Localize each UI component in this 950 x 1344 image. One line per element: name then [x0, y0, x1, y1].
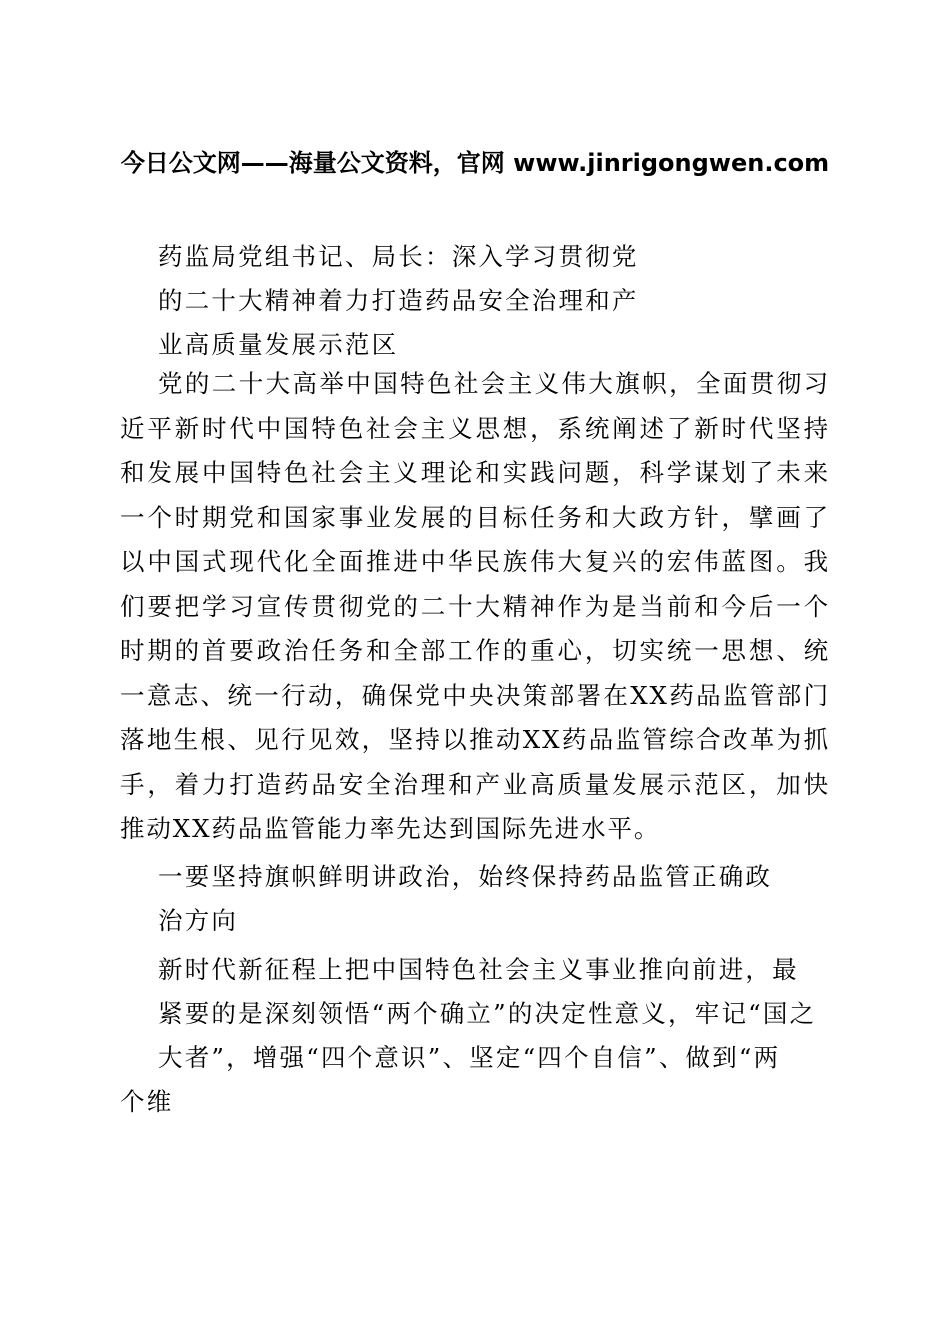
title-line-1: 药监局党组书记、局长：深入学习贯彻党 — [158, 242, 639, 271]
title-line-3: 业高质量发展示范区 — [158, 330, 399, 359]
section-heading-line-2: 治方向 — [158, 906, 239, 935]
title-line-2: 的二十大精神着力打造药品安全治理和产 — [158, 286, 639, 315]
body-paragraph-1: 党的二十大高举中国特色社会主义伟大旗帜，全面贯彻习近平新时代中国特色社会主义思想，系统阐述了新时代坚持和发展中国特色社会主义理论和实践问题，科学谋划了未来一个时期党和国家事业发展的目标任务和大政方针，擘画了以中国式现代化全面推进中华民族伟大复兴的宏伟蓝图。我们要把学习宣传贯彻党的二十大精神作为是当前和今后一个时期的首要政治任务和全部工作的重心，切实统一思想、统一意志、统一行动，确保党中央决策部署在XX药品监管部门落地生根、见行见效，坚持以推动XX药品监管综合改革为抓手，着力打造药品安全治理和产业高质量发展示范区，加快推动XX药品监管能力率先达到国际先进水平。 — [120, 369, 830, 843]
section-heading-line-1: 一要坚持旗帜鲜明讲政治，始终保持药品监管正确政 — [158, 862, 773, 891]
paragraph-2-line-1: 新时代新征程上把中国特色社会主义事业推向前进，最 — [158, 955, 799, 984]
site-header: 今日公文网——海量公文资料，官网 www.jinrigongwen.com — [120, 149, 830, 177]
paragraph-2-line-2: 紧要的是深刻领悟“两个确立”的决定性意义，牢记“国之 — [158, 999, 817, 1028]
paragraph-2-line-4: 个维 — [120, 1087, 174, 1116]
paragraph-2-line-3: 大者”，增强“四个意识”、坚定“四个自信”、做到“两 — [158, 1043, 781, 1072]
